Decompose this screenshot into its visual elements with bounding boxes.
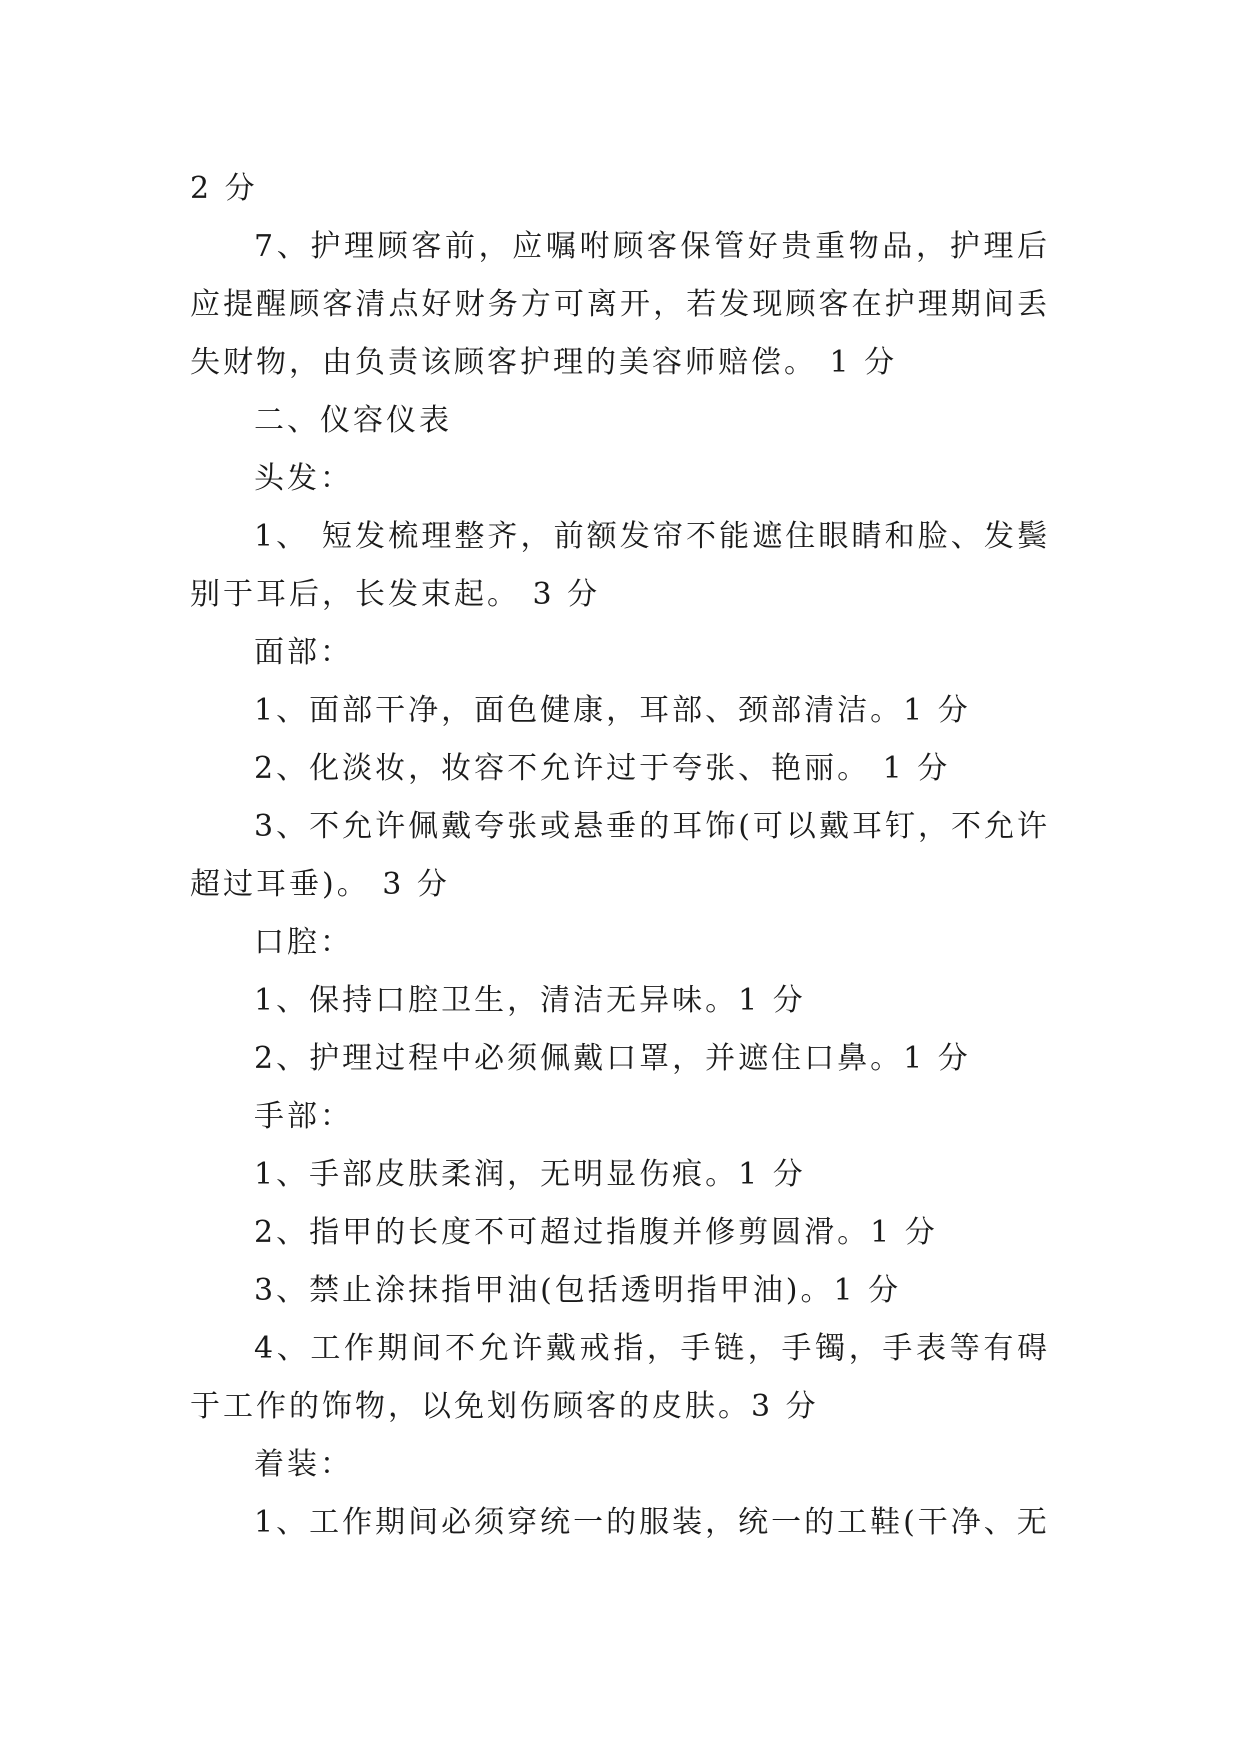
paragraph-mouth-1: 1、保持口腔卫生，清洁无异味。1 分 <box>254 983 806 1018</box>
paragraph-hands-3: 3、禁止涂抹指甲油(包括透明指甲油)。1 分 <box>254 1273 902 1308</box>
section-heading-appearance: 二、仪容仪表 <box>254 403 452 438</box>
paragraph-mouth-2: 2、护理过程中必须佩戴口罩，并遮住口鼻。1 分 <box>254 1041 971 1076</box>
subheading-hair: 头发： <box>254 461 353 496</box>
subheading-mouth: 口腔： <box>254 925 353 960</box>
paragraph-attire-1: 1、工作期间必须穿统一的服装，统一的工鞋(干净、无 <box>254 1505 1050 1540</box>
paragraph-score-continuation: 2 分 <box>190 171 258 206</box>
paragraph-hands-2: 2、指甲的长度不可超过指腹并修剪圆滑。1 分 <box>254 1215 938 1250</box>
subheading-hands: 手部： <box>254 1099 353 1134</box>
paragraph-hair-1: 1、 短发梳理整齐，前额发帘不能遮住眼睛和脸、发鬓别于耳后，长发束起。 3 分 <box>190 519 1050 612</box>
paragraph-hands-1: 1、手部皮肤柔润，无明显伤痕。1 分 <box>254 1157 806 1192</box>
subheading-face: 面部： <box>254 635 353 670</box>
paragraph-item-7-valuables: 7、护理顾客前，应嘱咐顾客保管好贵重物品，护理后应提醒顾客清点好财务方可离开，若发现顾客在护理期间丢失财物，由负责该顾客护理的美容师赔偿。 1 分 <box>190 229 1050 380</box>
paragraph-face-1: 1、面部干净，面色健康，耳部、颈部清洁。1 分 <box>254 693 971 728</box>
paragraph-face-2: 2、化淡妆，妆容不允许过于夸张、艳丽。 1 分 <box>254 751 951 786</box>
document-body <box>190 160 1050 1552</box>
subheading-attire: 着装： <box>254 1447 353 1482</box>
paragraph-hands-4: 4、工作期间不允许戴戒指，手链，手镯，手表等有碍于工作的饰物，以免划伤顾客的皮肤。3 分 <box>190 1331 1050 1424</box>
paragraph-face-3: 3、不允许佩戴夸张或悬垂的耳饰(可以戴耳钉，不允许超过耳垂)。 3 分 <box>190 809 1050 902</box>
